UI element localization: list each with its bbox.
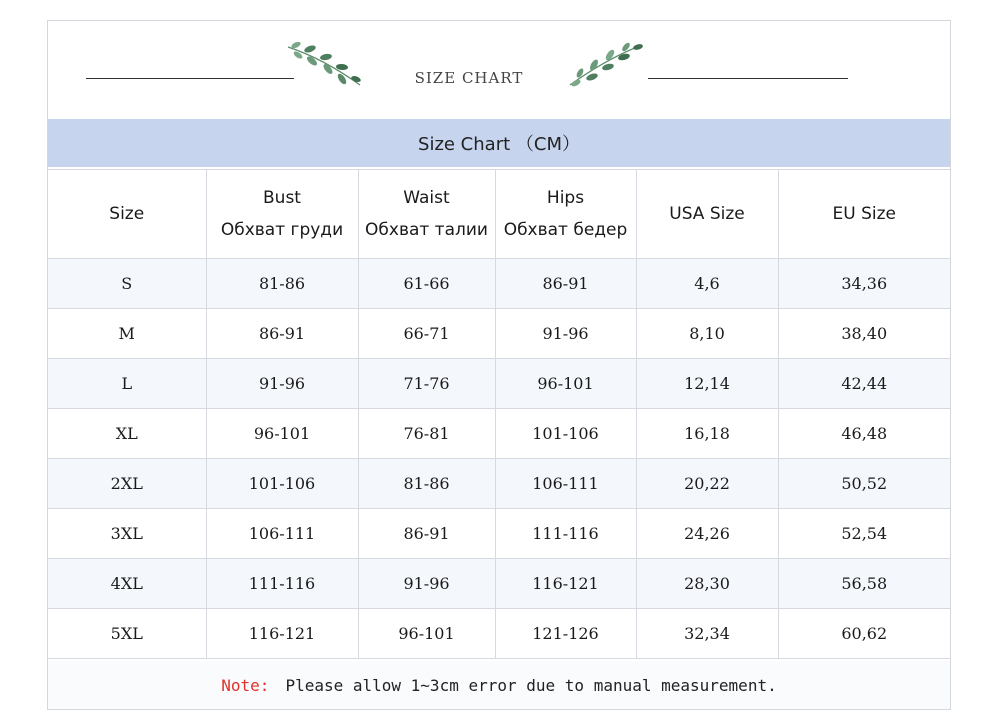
table-cell: 28,30 bbox=[636, 559, 778, 609]
chart-header bbox=[48, 21, 950, 119]
table-cell: M bbox=[48, 309, 206, 359]
right-divider-line bbox=[648, 78, 848, 79]
table-cell: 91-96 bbox=[206, 359, 358, 409]
table-cell: 81-86 bbox=[358, 459, 495, 509]
table-cell: 106-111 bbox=[495, 459, 636, 509]
table-cell: 60,62 bbox=[778, 609, 950, 659]
table-cell: 12,14 bbox=[636, 359, 778, 409]
table-cell: 24,26 bbox=[636, 509, 778, 559]
table-cell: 101-106 bbox=[495, 409, 636, 459]
table-cell: 5XL bbox=[48, 609, 206, 659]
table-cell: 4,6 bbox=[636, 259, 778, 309]
table-row bbox=[48, 409, 950, 459]
table-cell: 81-86 bbox=[206, 259, 358, 309]
table-cell: 116-121 bbox=[206, 609, 358, 659]
table-body bbox=[48, 259, 950, 659]
table-cell: 71-76 bbox=[358, 359, 495, 409]
table-row bbox=[48, 459, 950, 509]
chart-title-banner: Size Chart （CM） bbox=[48, 119, 950, 167]
table-cell: 111-116 bbox=[495, 509, 636, 559]
column-header: EU Size bbox=[778, 170, 950, 259]
table-cell: 32,34 bbox=[636, 609, 778, 659]
table-cell: 2XL bbox=[48, 459, 206, 509]
table-cell: 61-66 bbox=[358, 259, 495, 309]
table-cell: 46,48 bbox=[778, 409, 950, 459]
table-cell: L bbox=[48, 359, 206, 409]
table-cell: 96-101 bbox=[358, 609, 495, 659]
table-cell: 121-126 bbox=[495, 609, 636, 659]
table-row bbox=[48, 509, 950, 559]
column-header: Hips Обхват бедер bbox=[495, 170, 636, 259]
table-cell: S bbox=[48, 259, 206, 309]
table-cell: 96-101 bbox=[206, 409, 358, 459]
column-header: Waist Обхват талии bbox=[358, 170, 495, 259]
table-cell: 3XL bbox=[48, 509, 206, 559]
table-cell: 106-111 bbox=[206, 509, 358, 559]
table-cell: XL bbox=[48, 409, 206, 459]
table-cell: 111-116 bbox=[206, 559, 358, 609]
leaf-sprig-icon bbox=[564, 39, 646, 91]
table-row bbox=[48, 259, 950, 309]
table-cell: 56,58 bbox=[778, 559, 950, 609]
header-title: SIZE CHART bbox=[414, 69, 524, 87]
table-row bbox=[48, 309, 950, 359]
table-cell: 66-71 bbox=[358, 309, 495, 359]
table-cell: 91-96 bbox=[495, 309, 636, 359]
column-header: Size bbox=[48, 170, 206, 259]
note-text: Please allow 1~3cm error due to manual measurement. bbox=[285, 675, 777, 695]
measurement-note bbox=[48, 661, 950, 709]
table-header-row bbox=[48, 170, 950, 259]
table-row bbox=[48, 559, 950, 609]
table-cell: 101-106 bbox=[206, 459, 358, 509]
table-cell: 20,22 bbox=[636, 459, 778, 509]
table-cell: 38,40 bbox=[778, 309, 950, 359]
note-label: Note: bbox=[221, 675, 270, 695]
size-chart-frame bbox=[47, 20, 951, 710]
table-cell: 86-91 bbox=[358, 509, 495, 559]
table-cell: 4XL bbox=[48, 559, 206, 609]
table-cell: 96-101 bbox=[495, 359, 636, 409]
table-cell: 86-91 bbox=[206, 309, 358, 359]
table-cell: 52,54 bbox=[778, 509, 950, 559]
table-cell: 42,44 bbox=[778, 359, 950, 409]
column-header: USA Size bbox=[636, 170, 778, 259]
table-cell: 8,10 bbox=[636, 309, 778, 359]
table-cell: 91-96 bbox=[358, 559, 495, 609]
table-cell: 50,52 bbox=[778, 459, 950, 509]
table-cell: 86-91 bbox=[495, 259, 636, 309]
column-header: Bust Обхват груди bbox=[206, 170, 358, 259]
table-row bbox=[48, 359, 950, 409]
size-table bbox=[48, 169, 950, 659]
table-cell: 34,36 bbox=[778, 259, 950, 309]
table-cell: 76-81 bbox=[358, 409, 495, 459]
table-row bbox=[48, 609, 950, 659]
table-cell: 116-121 bbox=[495, 559, 636, 609]
table-cell: 16,18 bbox=[636, 409, 778, 459]
